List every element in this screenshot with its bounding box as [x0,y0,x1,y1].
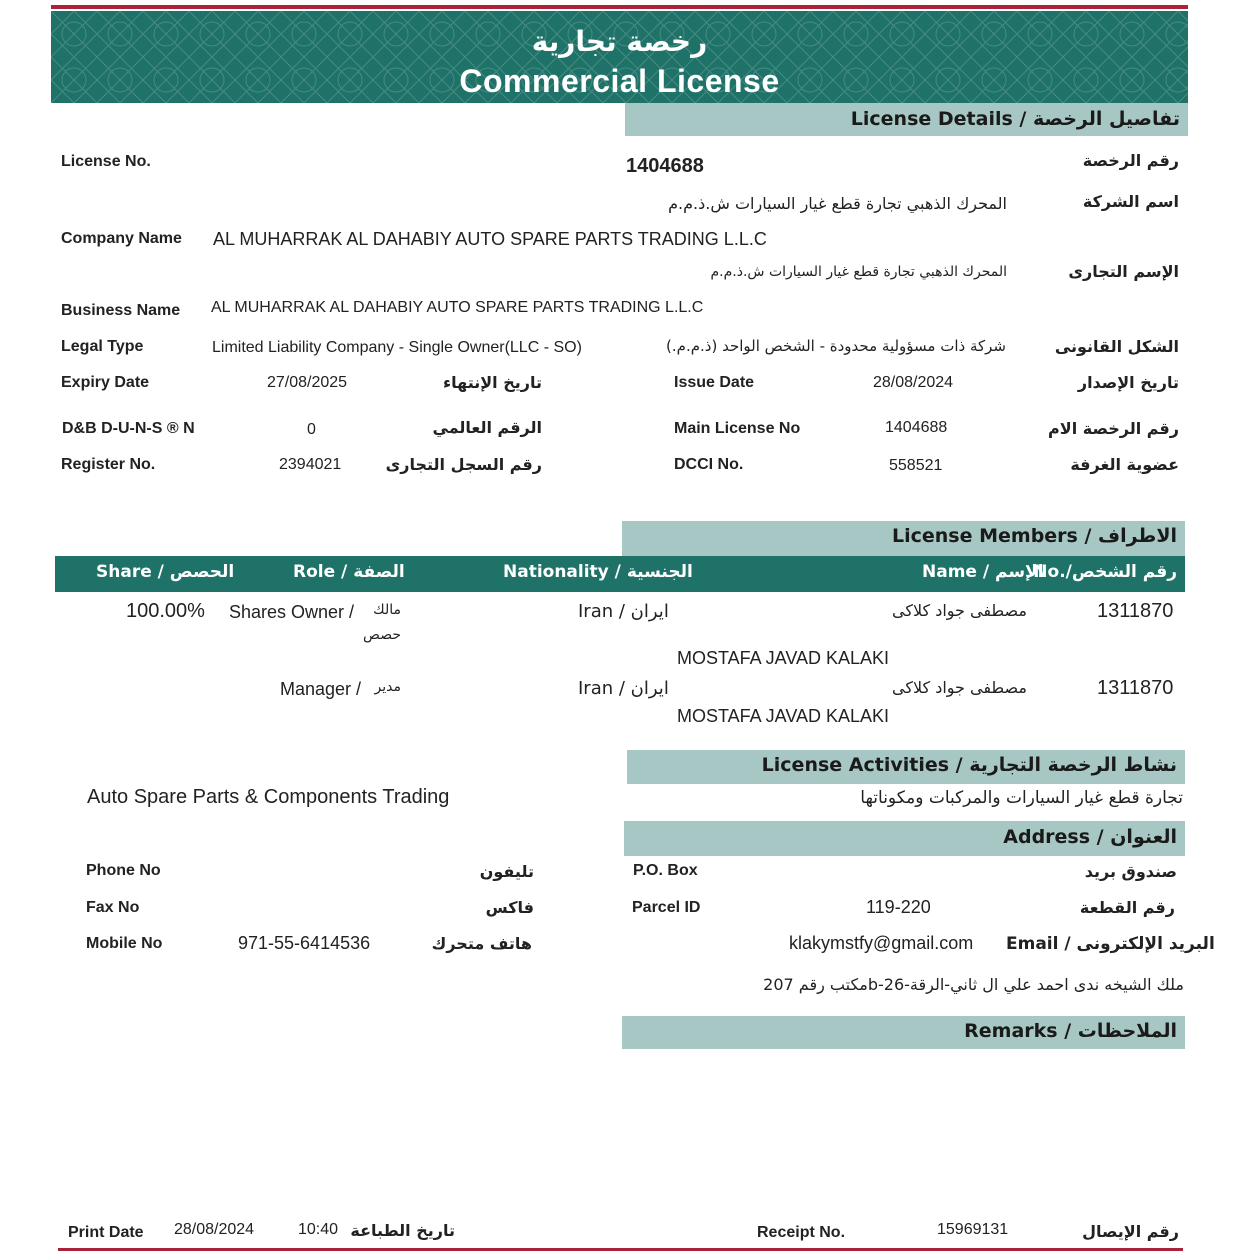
duns-label-ar: الرقم العالمي [432,418,542,437]
license-details-bar [625,103,1188,136]
print-date-label-ar: تاريخ الطباعة [350,1221,455,1240]
member-role-ar: مالك [373,602,401,618]
member-no: 1311870 [1097,677,1174,699]
main-license-label-ar: رقم الرخصة الام [1048,419,1179,438]
dcci-label-ar: عضوية الغرفة [1070,455,1179,474]
top-accent-line [51,5,1188,9]
parcel-label: Parcel ID [632,899,701,916]
receipt-label-ar: رقم الإيصال [1082,1222,1179,1241]
fax-label: Fax No [86,899,140,916]
members-table-header [55,556,1185,592]
license-no-value: 1404688 [626,155,704,177]
member-name-ar: مصطفى جواد كلاكى [891,601,1027,620]
email-value: klakymstfy@gmail.com [789,933,974,953]
legal-type-label: Legal Type [61,338,144,355]
company-name-label-ar: اسم الشركة [1082,192,1179,211]
company-name-value: AL MUHARRAK AL DAHABIY AUTO SPARE PARTS TRADING L.L.C [213,229,767,249]
license-no-label-ar: رقم الرخصة [1082,151,1179,170]
legal-type-ar: شركة ذات مسؤولية محدودة - الشخص الواحد (ذ.م.م.) [666,337,1006,355]
member-nationality: Iran / ايران [578,601,669,622]
member-name-ar: مصطفى جواد كلاكى [891,678,1027,697]
address-arabic: ملك الشيخه ندى احمد علي ال ثاني-الرقة-b-26مكتب رقم 207 [763,975,1184,994]
member-no: 1311870 [1097,600,1174,622]
remarks-bar [622,1016,1185,1049]
parcel-value: 119-220 [866,897,931,917]
main-license-value: 1404688 [885,419,948,436]
col-role: Role / الصفة [293,562,405,582]
print-time-value: 10:40 [298,1221,339,1238]
issue-date-label: Issue Date [674,374,755,391]
member-role-ar-line2: حصص [363,627,401,643]
business-name-value: AL MUHARRAK AL DAHABIY AUTO SPARE PARTS TRADING L.L.C [211,299,704,316]
address-bar [624,821,1185,856]
license-activities-heading: License Activities / نشاط الرخصة التجارية [761,754,1177,776]
header-banner [51,11,1188,103]
member-role: Shares Owner / [229,602,355,622]
register-no-label-ar: رقم السجل التجارى [385,455,542,474]
dcci-label: DCCI No. [674,456,744,473]
expiry-date-label-ar: تاريخ الإنتهاء [442,373,542,392]
parcel-label-ar: رقم القطعة [1079,898,1175,917]
legal-type-label-ar: الشكل القانونى [1054,337,1179,356]
pobox-label: P.O. Box [633,862,698,879]
member-role-ar: مدير [374,679,401,695]
receipt-label: Receipt No. [757,1224,846,1241]
activity-arabic: تجارة قطع غيار السيارات والمركبات ومكوناتها [860,788,1183,808]
member-name-en: MOSTAFA JAVAD KALAKI [677,706,890,726]
expiry-date-value: 27/08/2025 [267,374,348,391]
col-share: Share / الحصص [96,562,235,582]
license-no-label: License No. [61,153,151,170]
member-share: 100.00% [126,600,205,622]
business-name-label: Business Name [61,302,181,319]
license-members-heading: License Members / الاطراف [892,525,1177,547]
main-license-label: Main License No [674,420,801,437]
address-heading: Address / العنوان [1003,826,1177,848]
title-arabic: رخصة تجارية [531,25,708,58]
member-nationality: Iran / ايران [578,678,669,699]
mobile-value: 971-55-6414536 [238,933,371,953]
issue-date-value: 28/08/2024 [873,374,954,391]
duns-label: D&B D-U-N-S ® N [62,420,195,437]
mobile-label-ar: هاتف متحرك [431,934,532,953]
register-no-label: Register No. [61,456,156,473]
legal-type-value: Limited Liability Company - Single Owner(LLC - SO) [212,339,582,356]
business-name-ar: المحرك الذهبي تجارة قطع غيار السيارات ش.ذ.م.م [710,264,1007,280]
fax-label-ar: فاكس [485,898,534,917]
phone-label: Phone No [86,862,161,879]
company-name-label: Company Name [61,230,182,247]
license-details-heading: License Details / تفاصيل الرخصة [850,108,1180,130]
company-name-ar: المحرك الذهبي تجارة قطع غيار السيارات ش.ذ.م.م [668,194,1007,213]
pobox-label-ar: صندوق بريد [1084,862,1177,881]
phone-label-ar: تليفون [479,862,534,881]
member-name-en: MOSTAFA JAVAD KALAKI [677,648,890,668]
license-activities-bar [627,750,1185,784]
bottom-accent-line [58,1248,1183,1251]
member-role: Manager / [280,679,362,699]
col-nationality: Nationality / الجنسية [503,562,693,582]
expiry-date-label: Expiry Date [61,374,150,391]
license-members-bar [622,521,1185,556]
duns-value: 0 [307,421,316,438]
business-name-label-ar: الإسم التجارى [1068,262,1179,281]
dcci-value: 558521 [889,457,943,474]
remarks-heading: Remarks / الملاحظات [964,1020,1177,1042]
activity-english: Auto Spare Parts & Components Trading [87,786,450,808]
col-name: Name / الإسم [922,562,1044,582]
issue-date-label-ar: تاريخ الإصدار [1077,373,1179,392]
title-english: Commercial License [459,63,780,99]
register-no-value: 2394021 [279,456,342,473]
receipt-value: 15969131 [937,1221,1009,1238]
mobile-label: Mobile No [86,935,163,952]
print-date-label: Print Date [68,1224,144,1241]
email-label: Email / البريد الإلكترونى [1006,934,1215,954]
col-no: No./رقم الشخص [1033,562,1177,582]
print-date-value: 28/08/2024 [174,1221,255,1238]
